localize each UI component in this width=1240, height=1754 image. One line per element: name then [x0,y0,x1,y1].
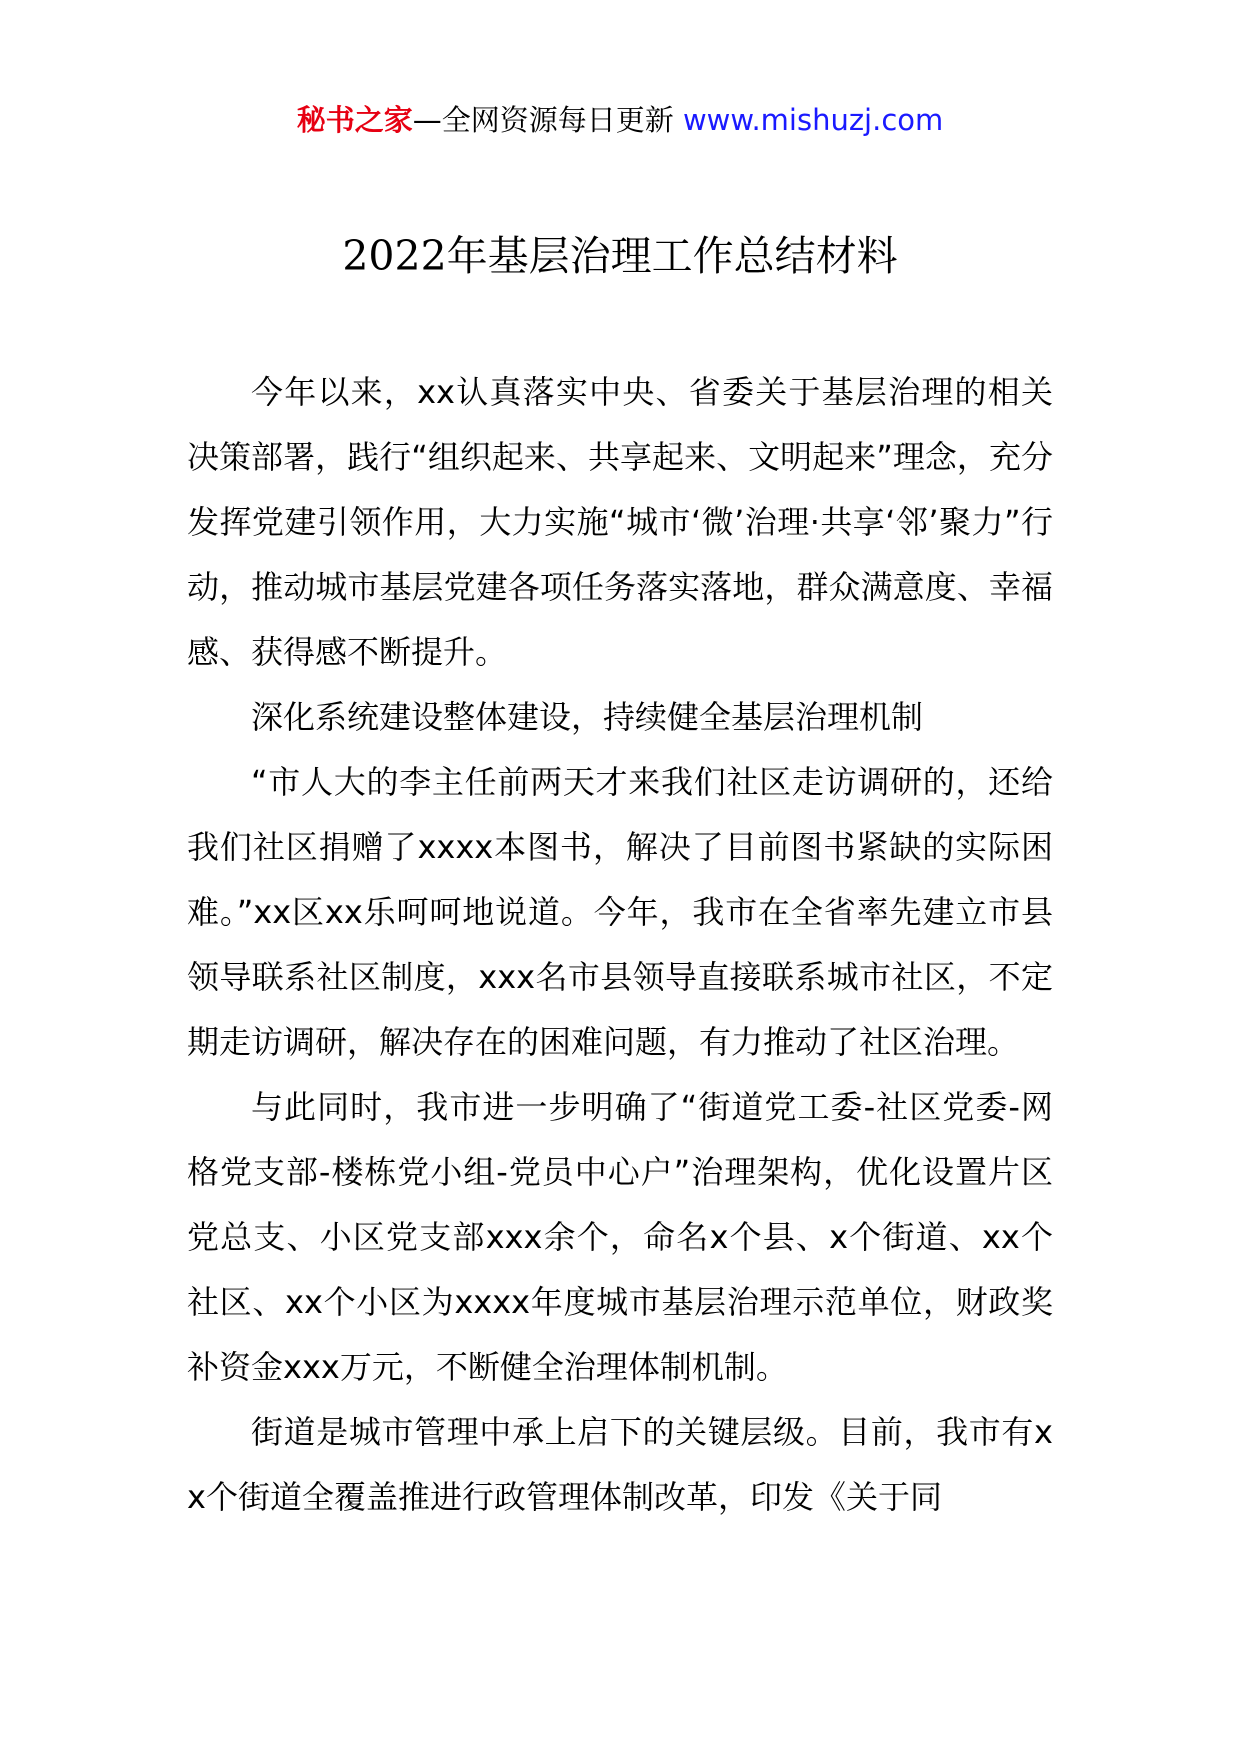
paragraph: 与此同时，我市进一步明确了“街道党工委-社区党委-网格党支部-楼栋党小组-党员中心户”治理架构，优化设置片区党总支、小区党支部xxx余个，命名x个县、x个街道、xx个社区、xx个小区为xxxx年度城市基层治理示范单位，财政奖补资金xxx万元，不断健全治理体制机制。 [187,1088,1053,1386]
site-url-link[interactable]: www.mishuzj.com [682,103,944,137]
document-body [187,360,1053,1530]
page-header [0,100,1240,140]
paragraph: 街道是城市管理中承上启下的关键层级。目前，我市有xx个街道全覆盖推进行政管理体制改革，印发《关于同 [187,1413,1053,1516]
header-tagline: —全网资源每日更新 [412,103,683,137]
section-heading: 深化系统建设整体建设，持续健全基层治理机制 [251,698,924,736]
paragraph: 今年以来，xx认真落实中央、省委关于基层治理的相关决策部署，践行“组织起来、共享起来、文明起来”理念，充分发挥党建引领作用，大力实施“城市‘微’治理·共享‘邻’聚力”行动，推动城市基层党建各项任务落实落地，群众满意度、幸福感、获得感不断提升。 [187,373,1053,671]
brand-name: 秘书之家 [296,103,413,137]
document-title: 2022年基层治理工作总结材料 [342,232,898,280]
paragraph: “市人大的李主任前两天才来我们社区走访调研的，还给我们社区捐赠了xxxx本图书，解决了目前图书紧缺的实际困难。”xx区xx乐呵呵地说道。今年，我市在全省率先建立市县领导联系社区制度，xxx名市县领导直接联系城市社区，不定期走访调研，解决存在的困难问题，有力推动了社区治理。 [187,763,1053,1061]
